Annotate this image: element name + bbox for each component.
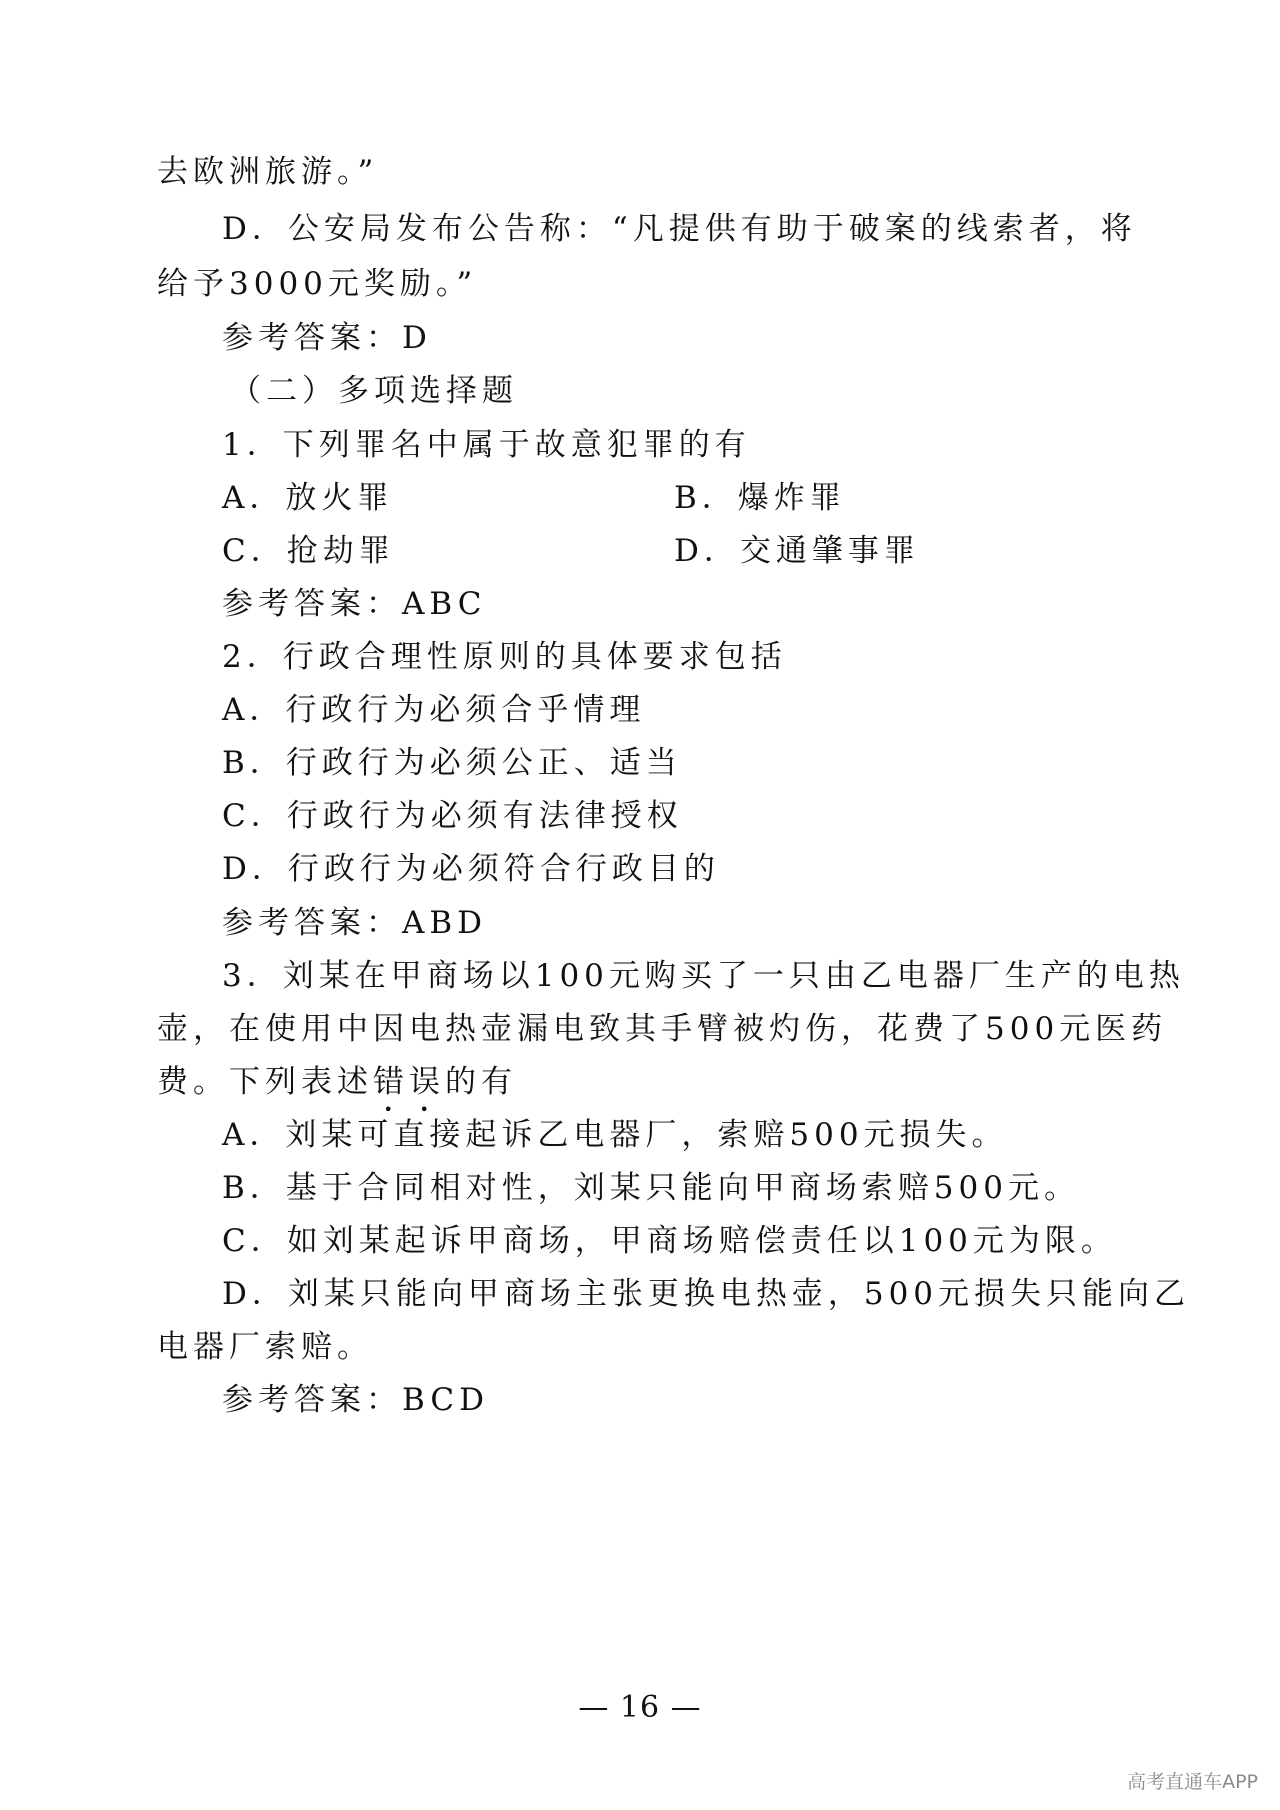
answer-line: 参考答案：D: [222, 320, 432, 356]
question-1-option-c: C．抢劫罪: [222, 533, 395, 569]
question-1-option-d: D．交通肇事罪: [674, 533, 920, 569]
question-2-option-d: D．行政行为必须符合行政目的: [222, 851, 720, 887]
question-3-option-d: D．刘某只能向甲商场主张更换电热壶，500元损失只能向乙: [222, 1276, 1191, 1312]
question-1: 1．下列罪名中属于故意犯罪的有: [222, 427, 751, 463]
question-3-line-3: [157, 1062, 517, 1119]
question-2-answer: 参考答案：ABD: [222, 905, 488, 941]
question-1-option-a: A．放火罪: [222, 480, 394, 516]
question-2-option-b: B．行政行为必须公正、适当: [222, 745, 682, 781]
question-3-text: 的有: [445, 1064, 517, 1100]
watermark-text: 高考直通车APP: [1127, 1771, 1258, 1793]
question-3-option-c: C．如刘某起诉甲商场，甲商场赔偿责任以100元为限。: [222, 1223, 1117, 1259]
question-3-option-b: B．基于合同相对性，刘某只能向甲商场索赔500元。: [222, 1170, 1080, 1206]
page-number: — 16 —: [578, 1690, 702, 1725]
question-1-answer: 参考答案：ABC: [222, 586, 487, 622]
text-line: 去欧洲旅游。”: [157, 154, 379, 190]
question-3-answer: 参考答案：BCD: [222, 1382, 489, 1418]
question-2-option-c: C．行政行为必须有法律授权: [222, 798, 683, 834]
option-d-line: D．公安局发布公告称：“凡提供有助于破案的线索者，将: [222, 211, 1137, 247]
section-title: （二）多项选择题: [230, 373, 518, 409]
question-3-text: 费。下列表述: [157, 1064, 373, 1100]
question-3-option-a: A．刘某可直接起诉乙电器厂，索赔500元损失。: [222, 1117, 1008, 1153]
question-2: 2．行政合理性原则的具体要求包括: [222, 639, 787, 675]
question-3-option-d-cont: 电器厂索赔。: [157, 1329, 373, 1365]
text-line: 给予3000元奖励。”: [157, 266, 478, 302]
emphasis-word: 错误: [373, 1064, 445, 1100]
question-2-option-a: A．行政行为必须合乎情理: [222, 692, 646, 728]
question-3-line-2: 壶，在使用中因电热壶漏电致其手臂被灼伤，花费了500元医药: [157, 1011, 1168, 1047]
question-3-line-1: 3．刘某在甲商场以100元购买了一只由乙电器厂生产的电热: [222, 958, 1185, 994]
question-1-option-b: B．爆炸罪: [674, 480, 846, 516]
